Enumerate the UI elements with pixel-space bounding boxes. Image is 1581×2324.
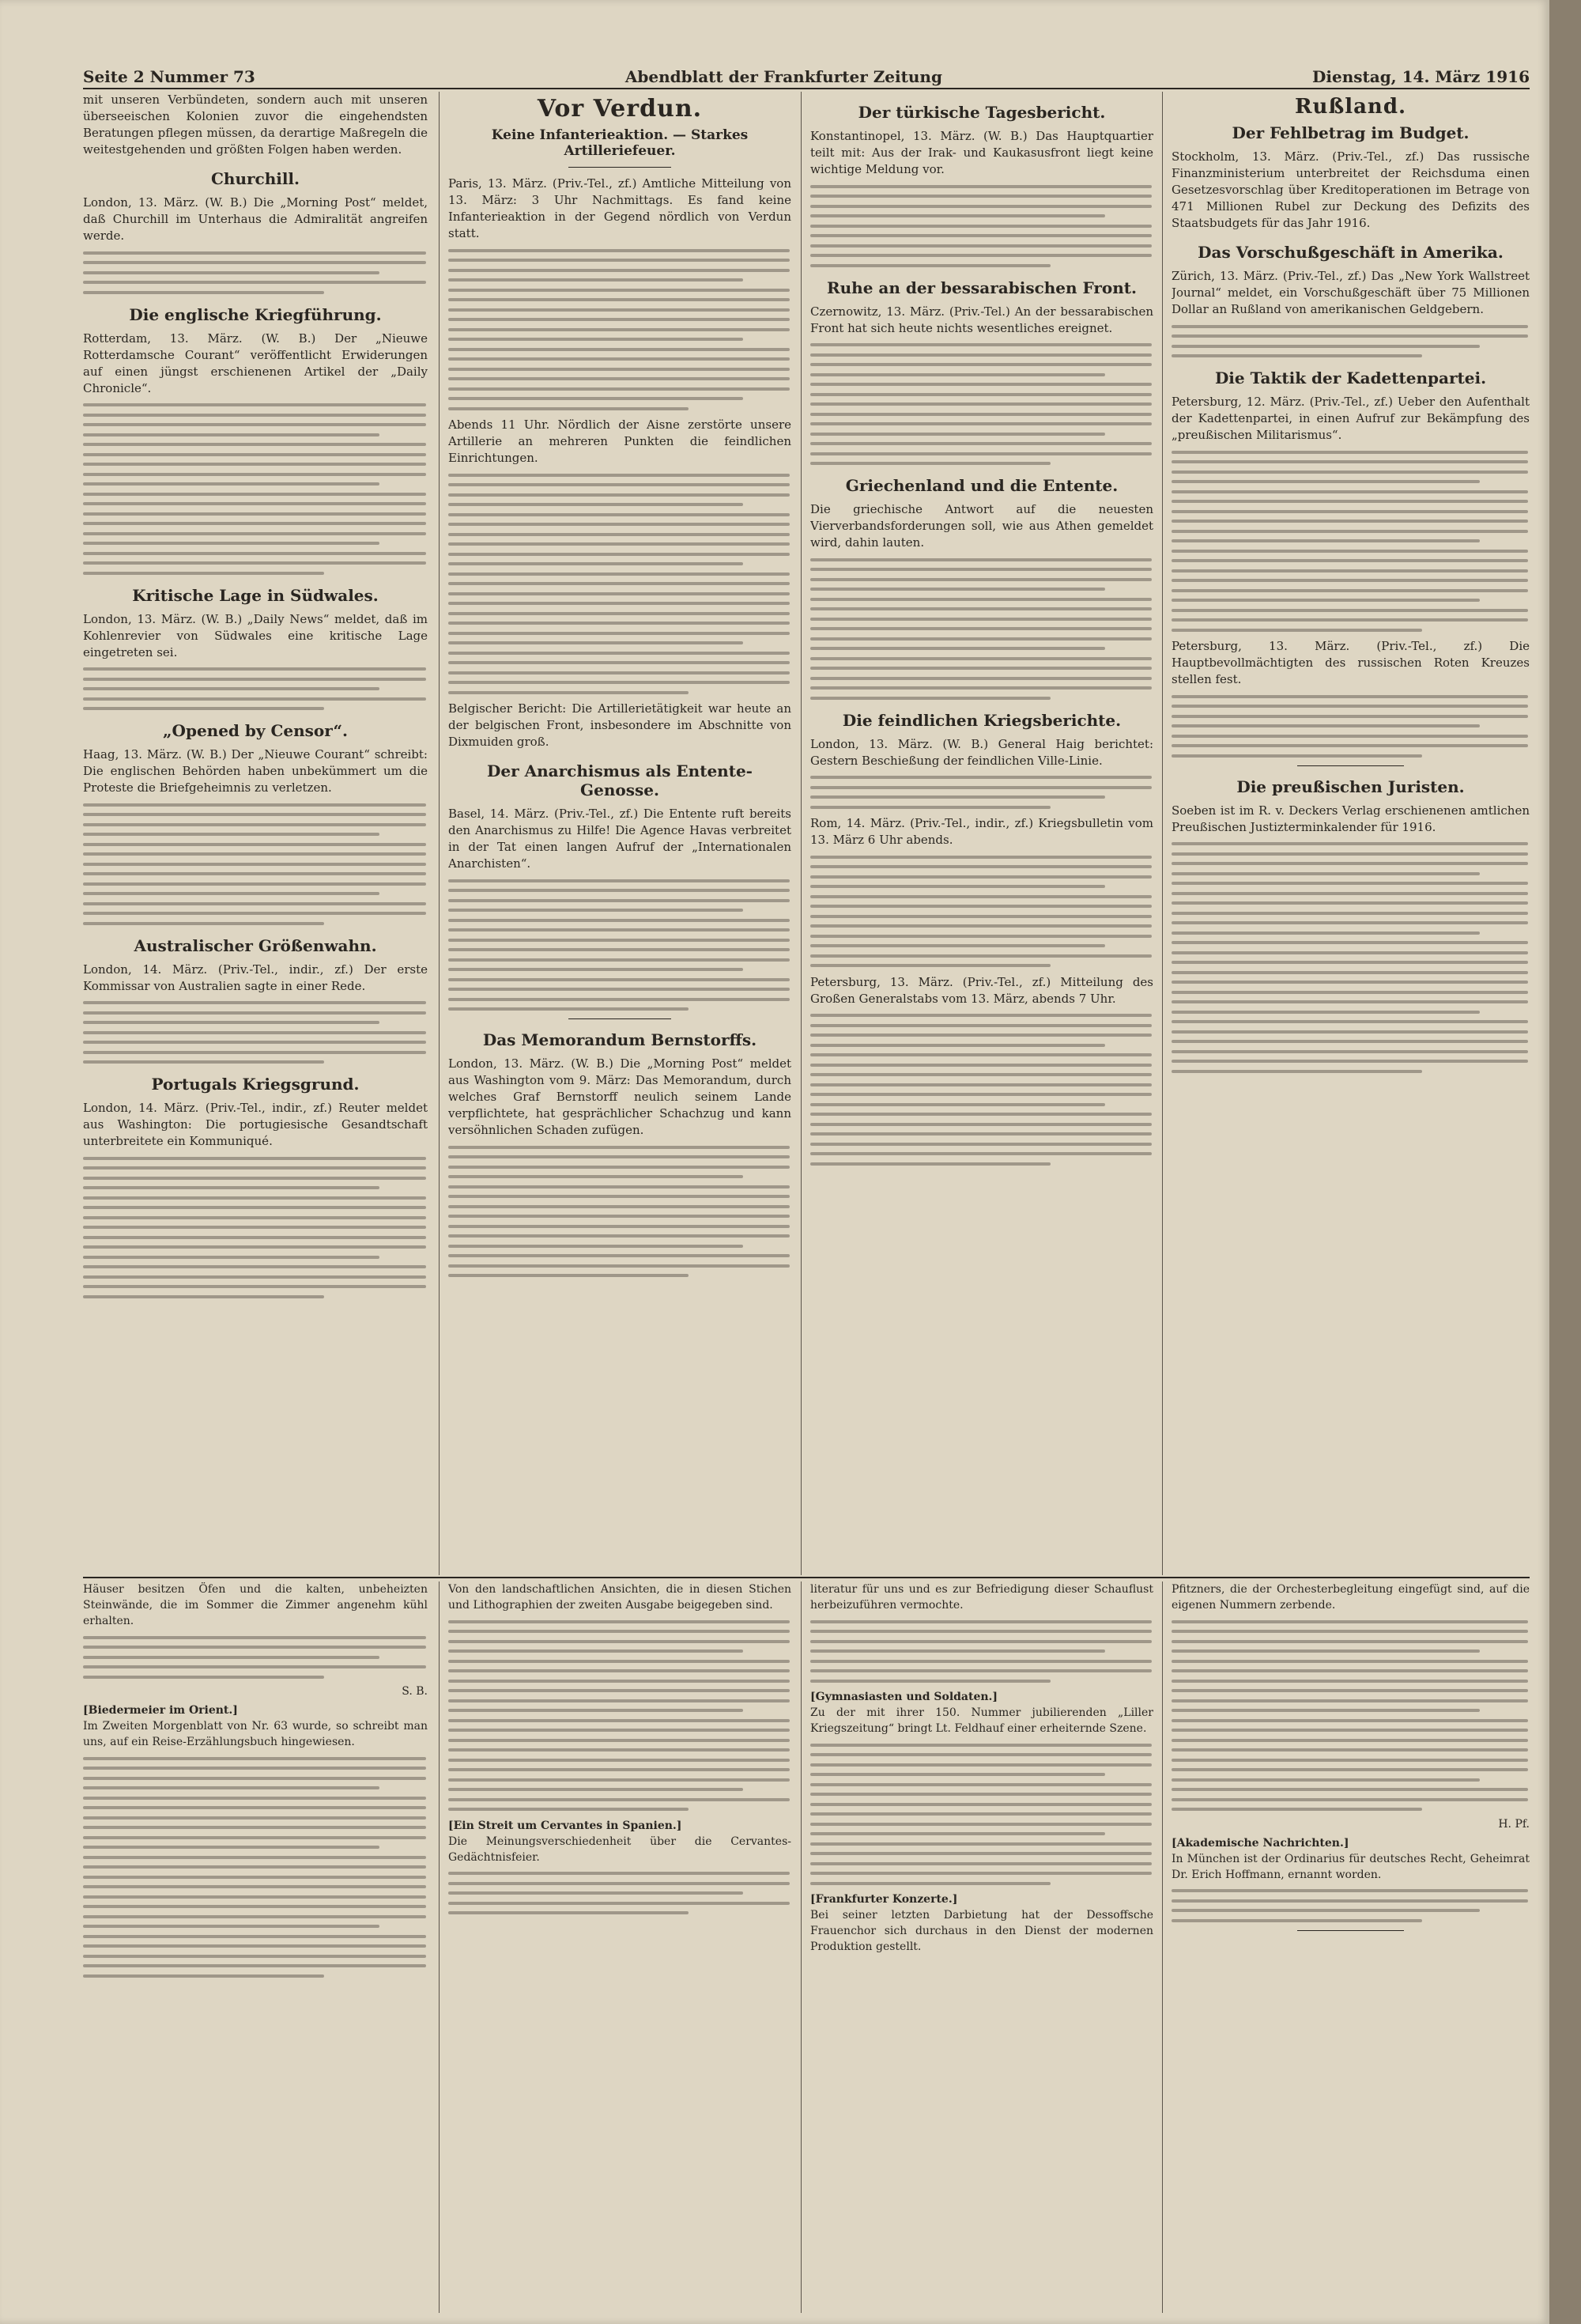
column-3 xyxy=(810,92,1153,1575)
text-block xyxy=(1172,325,1530,358)
article-portugals-kriegsgrund: London, 14. März. (Priv.-Tel., indir., zf.) Reuter meldet aus Washington: Die portugiesische Gesandtschaft unterbreitete ein Kommuniqué. xyxy=(83,1101,428,1148)
text-block xyxy=(448,1146,791,1278)
subhead-fehlbetrag: Der Fehlbetrag im Budget. xyxy=(1232,123,1470,142)
column-2 xyxy=(448,92,791,1575)
headline-kadettenpartei: Die Taktik der Kadettenpartei. xyxy=(1214,368,1487,387)
feuilleton-text: Die Meinungsverschiedenheit über die Cervantes-Gedächtnisfeier. xyxy=(448,1835,791,1864)
text-block xyxy=(1172,1889,1530,1922)
column-1 xyxy=(83,92,428,1575)
book-edge xyxy=(1549,0,1581,2324)
text-block xyxy=(448,1620,791,1812)
feuilleton-text: Bei seiner letzten Darbietung hat der Dessoffsche Frauenchor sich durchaus in den Dienst der modernen Produktion gestellt. xyxy=(810,1909,1153,1953)
article-opened-by-censor: Haag, 13. März. (W. B.) Der „Nieuwe Courant“ schreibt: Die englischen Behörden haben unbekümmert um die Proteste die Briefgeheimnis zu verletzen. xyxy=(83,747,428,795)
text-block xyxy=(83,1001,428,1064)
header-date: Dienstag, 14. März 1916 xyxy=(1312,67,1530,86)
feuilleton-column-1 xyxy=(83,1581,428,2313)
feuilleton-heading: [Frankfurter Konzerte.] xyxy=(810,1893,958,1906)
article-anarchismus: Basel, 14. März. (Priv.-Tel., zf.) Die Entente ruft bereits den Anarchismus zu Hilfe! Die Agence Havas verbreitet in der Tat einen langen Aufruf der „Internationalen Anarchisten“. xyxy=(448,807,791,871)
article-kadettenpartei: Petersburg, 12. März. (Priv.-Tel., zf.) Ueber den Aufenthalt der Kadettenpartei, in einen Aufruf zur Bekämpfung des „preußischen Militarismus“. xyxy=(1172,395,1530,442)
feuilleton-text: In München ist der Ordinarius für deutsches Recht, Geheimrat Dr. Erich Hoffmann, ernannt worden. xyxy=(1172,1852,1530,1881)
article-englische-kriegfuehrung: Rotterdam, 13. März. (W. B.) Der „Nieuwe Rotterdamsche Courant“ veröffentlicht Erwiderungen auf einen jüngst erschienenen Artikel der „Daily Chronicle“. xyxy=(83,331,428,395)
text-block xyxy=(810,856,1153,968)
article-fehlbetrag: Stockholm, 13. März. (Priv.-Tel., zf.) Das russische Finanzministerium unterbreitet der Reichsduma einen Gesetzesvorschlag über Kreditoperationen im Betrage von 471 Millionen Rubel zur Deckung des Defizits des Staatsbudgets für das Jahr 1916. xyxy=(1172,149,1530,230)
text-block xyxy=(1172,1620,1530,1812)
article-rom: Rom, 14. März. (Priv.-Tel., indir., zf.) Kriegsbulletin vom 13. März 6 Uhr abends. xyxy=(810,816,1153,847)
column-4 xyxy=(1172,92,1530,1575)
text-block xyxy=(83,1757,428,1978)
article-belgischer-bericht: Belgischer Bericht: Die Artillerietätigkeit war heute an der belgischen Front, insbesondere im Abschnitte von Dixmuiden groß. xyxy=(448,701,791,749)
text-block xyxy=(448,249,791,410)
text-block xyxy=(810,185,1153,267)
column-rule xyxy=(439,1581,440,2313)
feuilleton-heading: [Gymnasiasten und Soldaten.] xyxy=(810,1691,998,1703)
text-block xyxy=(83,667,428,710)
text-block xyxy=(448,1872,791,1914)
headline-bessarabische-front: Ruhe an der bessarabischen Front. xyxy=(826,278,1137,297)
headline-griechenland-entente: Griechenland und die Entente. xyxy=(845,476,1119,495)
article-kadettenpartei-2: Petersburg, 13. März. (Priv.-Tel., zf.) Die Hauptbevollmächtigten des russischen Roten Kreuzes stellen fest. xyxy=(1172,639,1530,686)
column-rule xyxy=(439,92,440,1575)
article-suedwales: London, 13. März. (W. B.) „Daily News“ meldet, daß im Kohlenrevier von Südwales eine kritische Lage eingetreten sei. xyxy=(83,611,428,659)
article-churchill: London, 13. März. (W. B.) Die „Morning Post“ meldet, daß Churchill im Unterhaus die Admiralität angreifen werde. xyxy=(83,195,428,243)
text-block xyxy=(810,558,1153,700)
headline-portugals-kriegsgrund: Portugals Kriegsgrund. xyxy=(151,1075,360,1094)
article-bessarabische-front: Czernowitz, 13. März. (Priv.-Tel.) An der bessarabischen Front hat sich heute nichts wesentliches ereignet. xyxy=(810,304,1153,335)
feuilleton-heading: [Akademische Nachrichten.] xyxy=(1172,1836,1349,1850)
text-block xyxy=(83,403,428,575)
headline-russland: Rußland. xyxy=(1294,95,1407,119)
headline-churchill: Churchill. xyxy=(210,169,300,188)
headline-memorandum-bernstorff: Das Memorandum Bernstorffs. xyxy=(482,1030,757,1049)
feuilleton-text: Häuser besitzen Öfen und die kalten, unbeheizten Steinwände, die im Sommer die Zimmer angenehm kühl erhalten. xyxy=(83,1583,428,1627)
text-block xyxy=(810,1744,1153,1885)
divider xyxy=(1297,1930,1405,1931)
text-block xyxy=(1172,842,1530,1073)
feuilleton-column-3 xyxy=(810,1581,1153,2313)
feuilleton-text: literatur für uns und es zur Befriedigung dieser Schauflust herbeizuführen vermochte. xyxy=(810,1583,1153,1612)
main-columns xyxy=(83,92,1530,1575)
text-block xyxy=(1172,451,1530,632)
divider xyxy=(1297,765,1405,766)
feuilleton-column-4 xyxy=(1172,1581,1530,2313)
article-preussische-juristen: Soeben ist im R. v. Deckers Verlag erschienenen amtlichen Preußischen Justizterminkalender für 1916. xyxy=(1172,803,1530,834)
headline-feindliche-kriegsberichte: Die feindlichen Kriegsberichte. xyxy=(842,710,1122,730)
feuilleton-section xyxy=(83,1581,1530,2313)
text-block xyxy=(83,251,428,294)
article-feindliche-kriegsberichte: London, 13. März. (W. B.) General Haig berichtet: Gestern Beschießung der feindlichen Ville-Linie. xyxy=(810,736,1153,768)
text-block xyxy=(810,1014,1153,1166)
signature: S. B. xyxy=(402,1685,428,1698)
text-block xyxy=(810,1620,1153,1683)
text-block xyxy=(83,1636,428,1679)
headline-vorschussgeschaeft: Das Vorschußgeschäft in Amerika. xyxy=(1198,243,1504,262)
signature: H. Pf. xyxy=(1498,1817,1530,1831)
text-block xyxy=(448,879,791,1011)
feuilleton-heading: [Ein Streit um Cervantes in Spanien.] xyxy=(448,1819,682,1832)
divider xyxy=(568,167,671,168)
headline-tuerkischer-tagesbericht: Der türkische Tagesbericht. xyxy=(858,103,1106,122)
headline-australischer-groessenwahn: Australischer Größenwahn. xyxy=(134,935,377,955)
headline-vor-verdun: Vor Verdun. xyxy=(537,95,703,123)
column-rule xyxy=(801,92,802,1575)
feuilleton-column-2 xyxy=(448,1581,791,2313)
subhead-vor-verdun: Keine Infanterieaktion. — Starkes Artilleriefeuer. xyxy=(491,127,749,159)
feuilleton-text: Pfitzners, die der Orchesterbegleitung eingefügt sind, auf die eigenen Nummern zerbende. xyxy=(1172,1583,1530,1612)
divider xyxy=(568,1018,671,1019)
article-vor-verdun: Paris, 13. März. (Priv.-Tel., zf.) Amtliche Mitteilung von 13. März: 3 Uhr Nachmittags. Es fand keine Infanterieaktion in der Gegend nördlich von Verdun statt. xyxy=(448,176,791,240)
column-rule xyxy=(801,1581,802,2313)
text-block xyxy=(810,343,1153,465)
feuilleton-text: Von den landschaftlichen Ansichten, die in diesen Stichen und Lithographien der zweiten Ausgabe beigegeben sind. xyxy=(448,1583,791,1612)
col1-intro: mit unseren Verbündeten, sondern auch mit unseren überseeischen Kolonien zuvor die eingehendsten Beratungen pflegen müssen, da derartige Maßregeln die weitestgehenden und größten Folgen haben werden. xyxy=(83,93,428,157)
article-abends: Abends 11 Uhr. Nördlich der Aisne zerstörte unsere Artillerie an mehreren Punkten die feindlichen Einrichtungen. xyxy=(448,418,791,465)
text-block xyxy=(448,474,791,694)
article-australischer-groessenwahn: London, 14. März. (Priv.-Tel., indir., zf.) Der erste Kommissar von Australien sagte in einer Rede. xyxy=(83,962,428,993)
column-rule xyxy=(1162,1581,1163,2313)
feuilleton-heading: [Biedermeier im Orient.] xyxy=(83,1704,238,1717)
feuilleton-rule xyxy=(83,1577,1530,1578)
page-header xyxy=(83,66,1530,89)
text-block xyxy=(83,803,428,925)
article-petersburg: Petersburg, 13. März. (Priv.-Tel., zf.) Mitteilung des Großen Generalstabs vom 13. März, abends 7 Uhr. xyxy=(810,974,1153,1006)
article-vorschussgeschaeft: Zürich, 13. März. (Priv.-Tel., zf.) Das „New York Wallstreet Journal“ meldet, ein Vorschußgeschäft über 75 Millionen Dollar an Rußland von amerikanischen Geldgebern. xyxy=(1172,269,1530,316)
article-tuerkischer-tagesbericht: Konstantinopel, 13. März. (W. B.) Das Hauptquartier teilt mit: Aus der Irak- und Kaukasusfront liegt keine wichtige Meldung vor. xyxy=(810,129,1153,176)
article-memorandum-bernstorff: London, 13. März. (W. B.) Die „Morning Post“ meldet aus Washington vom 9. März: Das Memorandum, durch welches Graf Bernstorff neulich seinem Lande verpflichtete, hat gesprächlicher Schachzug und kann versöhnlichen Schaden zufügen. xyxy=(448,1056,791,1137)
feuilleton-text: Im Zweiten Morgenblatt von Nr. 63 wurde, so schreibt man uns, auf ein Reise-Erzählungsbuch hingewiesen. xyxy=(83,1720,428,1748)
headline-suedwales: Kritische Lage in Südwales. xyxy=(132,585,379,605)
header-masthead: Abendblatt der Frankfurter Zeitung xyxy=(624,67,942,86)
article-griechenland-entente: Die griechische Antwort auf die neuesten Vierverbandsforderungen soll, wie aus Athen gemeldet wird, dahin lauten. xyxy=(810,502,1153,550)
text-block xyxy=(1172,695,1530,758)
text-block xyxy=(83,1157,428,1298)
headline-englische-kriegfuehrung: Die englische Kriegführung. xyxy=(129,304,382,324)
header-page-number: Seite 2 Nummer 73 xyxy=(83,67,255,86)
headline-opened-by-censor: „Opened by Censor“. xyxy=(163,721,348,740)
column-rule xyxy=(1162,92,1163,1575)
headline-preussische-juristen: Die preußischen Juristen. xyxy=(1236,777,1465,796)
feuilleton-text: Zu der mit ihrer 150. Nummer jubilierenden „Liller Kriegszeitung“ bringt Lt. Feldhauf einer erheiternde Szene. xyxy=(810,1706,1153,1735)
headline-anarchismus: Der Anarchismus als Entente-Genosse. xyxy=(487,761,753,799)
text-block xyxy=(810,776,1153,809)
